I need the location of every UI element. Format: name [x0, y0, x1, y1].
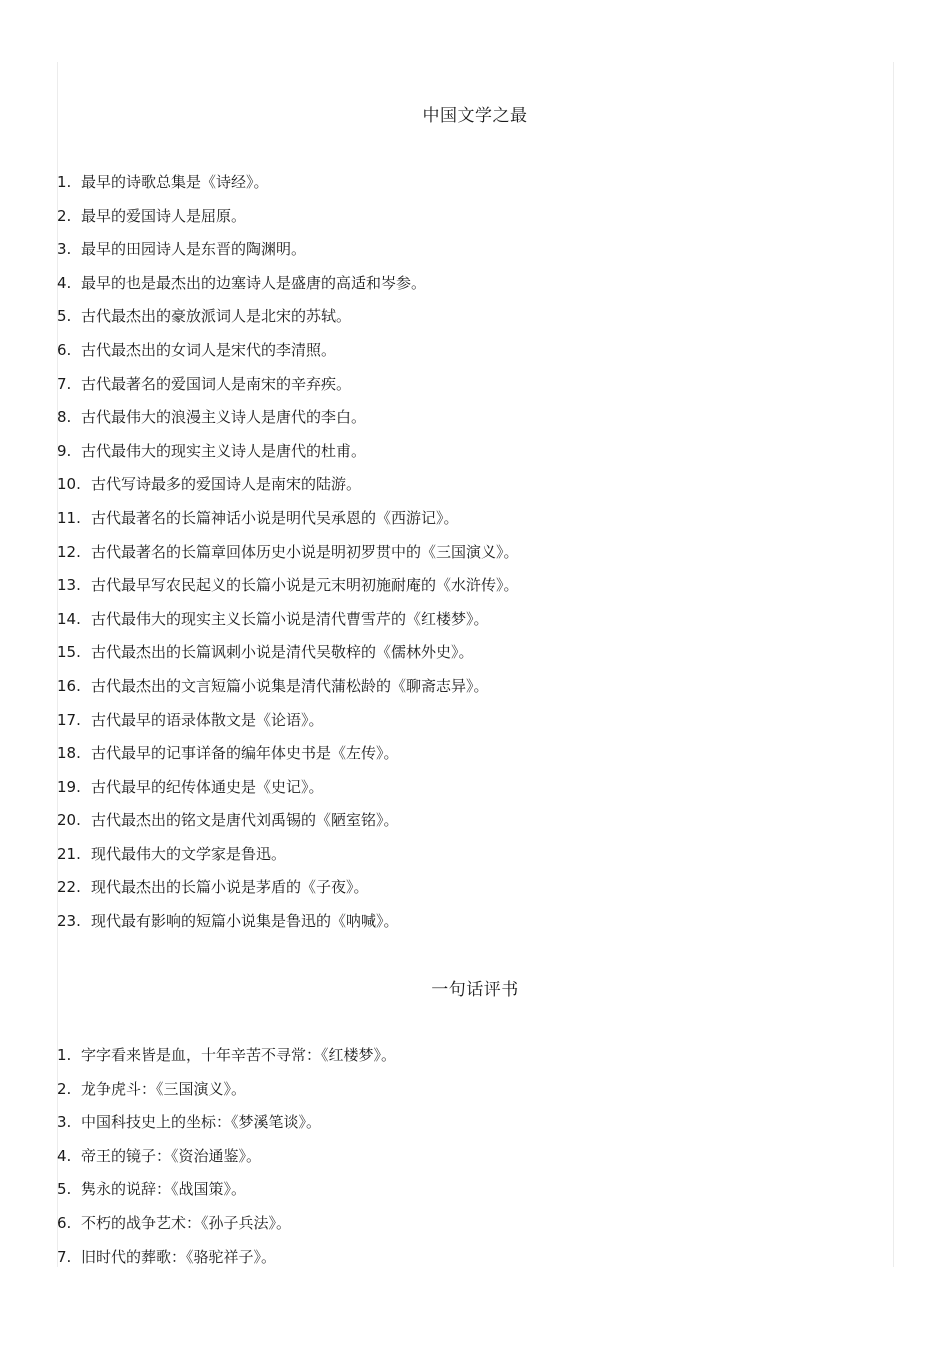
item-number: 19. [57, 777, 81, 796]
item-text: 古代最杰出的女词人是宋代的李清照。 [81, 340, 337, 359]
list-item [57, 304, 519, 338]
item-text: 现代最杰出的长篇小说是茅盾的《子夜》。 [91, 878, 369, 897]
list-item [57, 909, 519, 943]
list-item [57, 708, 519, 742]
item-text: 现代最伟大的文学家是鲁迅。 [91, 844, 287, 863]
item-number: 3. [57, 240, 72, 259]
item-text: 不朽的战争艺术：《孙子兵法》。 [81, 1213, 292, 1232]
list-item [57, 204, 519, 238]
item-number: 3. [57, 1113, 72, 1132]
item-text: 古代最著名的长篇神话小说是明代吴承恩的《西游记》。 [91, 508, 459, 527]
item-text: 古代最杰出的长篇讽刺小说是清代吴敬梓的《儒林外史》。 [91, 643, 474, 662]
item-number: 4. [57, 1146, 72, 1165]
item-number: 1. [57, 1046, 72, 1064]
list-item [57, 741, 519, 775]
item-number: 4. [57, 273, 72, 292]
item-text: 字字看来皆是血，十年辛苦不寻常：《红楼梦》。 [81, 1046, 397, 1064]
item-text: 最早的爱国诗人是屈原。 [81, 206, 247, 225]
list-item [57, 573, 519, 607]
item-number: 1. [57, 173, 72, 191]
list-item [57, 1211, 396, 1245]
list-item [57, 338, 519, 372]
item-number: 20. [57, 811, 81, 830]
item-number: 16. [57, 676, 81, 695]
item-number: 15. [57, 643, 81, 662]
item-text: 帝王的镜子：《资治通鉴》。 [81, 1146, 262, 1165]
list-item [57, 1077, 396, 1111]
item-text: 古代最早写农民起义的长篇小说是元末明初施耐庵的《水浒传》。 [91, 576, 519, 595]
list-item [57, 808, 519, 842]
list-item [57, 775, 519, 809]
list-item [57, 875, 519, 909]
list-item [57, 506, 519, 540]
item-number: 2. [57, 1079, 72, 1098]
section-title-one-line-reviews: 一句话评书 [431, 980, 519, 1000]
item-text: 古代最伟大的现实主义诗人是唐代的杜甫。 [81, 441, 367, 460]
item-number: 5. [57, 1180, 72, 1199]
item-number: 21. [57, 844, 81, 863]
list-item [57, 237, 519, 271]
item-text: 最早的田园诗人是东晋的陶渊明。 [81, 240, 307, 259]
list-item [57, 1110, 396, 1144]
item-text: 龙争虎斗：《三国演义》。 [81, 1079, 247, 1098]
list-item [57, 674, 519, 708]
list-item [57, 607, 519, 641]
item-number: 12. [57, 542, 81, 561]
item-number: 7. [57, 1247, 72, 1266]
list-item [57, 640, 519, 674]
item-number: 7. [57, 374, 72, 393]
item-number: 13. [57, 576, 81, 595]
item-text: 旧时代的葬歌：《骆驼祥子》。 [81, 1247, 277, 1266]
item-number: 18. [57, 744, 81, 763]
list-item [57, 1177, 396, 1211]
item-number: 9. [57, 441, 72, 460]
item-number: 17. [57, 710, 81, 729]
list-item [57, 1144, 396, 1178]
item-text: 古代最早的记事详备的编年体史书是《左传》。 [91, 744, 399, 763]
item-number: 6. [57, 340, 72, 359]
item-text: 古代最伟大的浪漫主义诗人是唐代的李白。 [81, 408, 367, 427]
item-text: 最早的诗歌总集是《诗经》。 [81, 173, 269, 191]
item-number: 5. [57, 307, 72, 326]
item-number: 10. [57, 475, 81, 494]
item-text: 最早的也是最杰出的边塞诗人是盛唐的高适和岑参。 [81, 273, 427, 292]
list-item [57, 439, 519, 473]
list-item [57, 1245, 396, 1279]
section-title-literature-firsts: 中国文学之最 [422, 106, 528, 126]
item-number: 6. [57, 1213, 72, 1232]
list-item [57, 540, 519, 574]
item-number: 22. [57, 878, 81, 897]
item-text: 中国科技史上的坐标：《梦溪笔谈》。 [81, 1113, 322, 1132]
item-text: 古代最早的纪传体通史是《史记》。 [91, 777, 324, 796]
item-text: 古代写诗最多的爱国诗人是南宋的陆游。 [91, 475, 362, 494]
literature-firsts-list [57, 170, 519, 943]
item-text: 古代最著名的爱国词人是南宋的辛弃疾。 [81, 374, 352, 393]
one-line-reviews-list [57, 1043, 396, 1278]
item-text: 古代最著名的长篇章回体历史小说是明初罗贯中的《三国演义》。 [91, 542, 519, 561]
page-border-right [893, 62, 894, 1267]
item-text: 古代最伟大的现实主义长篇小说是清代曹雪芹的《红楼梦》。 [91, 609, 489, 628]
item-number: 8. [57, 408, 72, 427]
item-number: 11. [57, 508, 81, 527]
list-item [57, 271, 519, 305]
list-item [57, 405, 519, 439]
list-item [57, 372, 519, 406]
item-text: 隽永的说辞：《战国策》。 [81, 1180, 247, 1199]
list-item [57, 170, 519, 204]
list-item [57, 1043, 396, 1077]
item-number: 23. [57, 912, 81, 931]
item-text: 古代最早的语录体散文是《论语》。 [91, 710, 324, 729]
item-text: 古代最杰出的铭文是唐代刘禹锡的《陋室铭》。 [91, 811, 399, 830]
list-item [57, 472, 519, 506]
item-number: 14. [57, 609, 81, 628]
item-text: 现代最有影响的短篇小说集是鲁迅的《呐喊》。 [91, 912, 399, 931]
list-item [57, 842, 519, 876]
item-text: 古代最杰出的文言短篇小说集是清代蒲松龄的《聊斋志异》。 [91, 676, 489, 695]
item-number: 2. [57, 206, 72, 225]
item-text: 古代最杰出的豪放派词人是北宋的苏轼。 [81, 307, 352, 326]
